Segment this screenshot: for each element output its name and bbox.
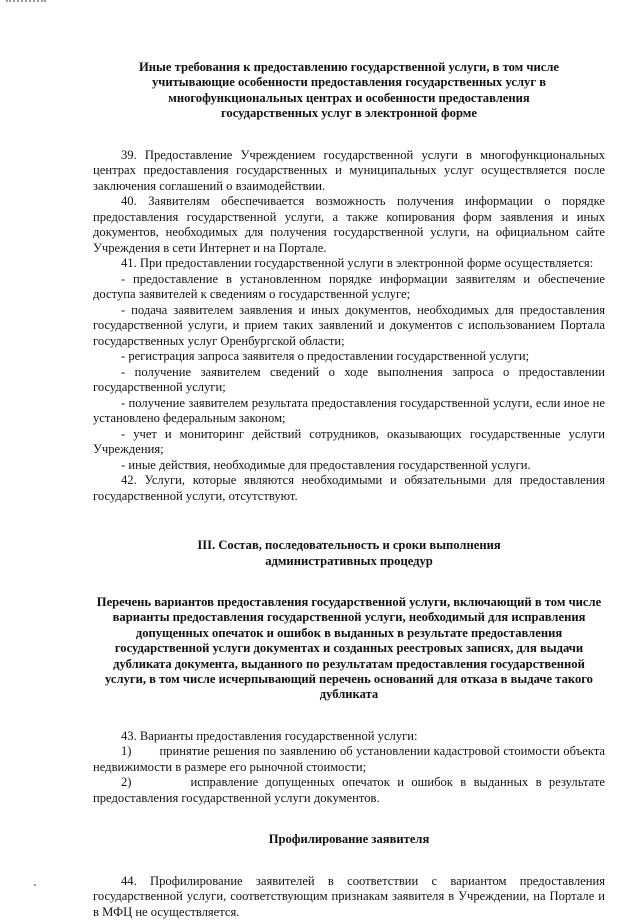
scan-artifact-dot bbox=[34, 884, 36, 886]
paragraph-group-2 bbox=[93, 729, 605, 807]
list-item-status: - получение заявителем сведений о ходе выполнения запроса о предоставлении государственной услуги; bbox=[93, 364, 605, 395]
paragraph-44: 44. Профилирование заявителей в соответствии с вариантом предоставления государственной услуги, соответствующим признакам заявителя в Учреждении, на Портале и в МФЦ не осуществляется. bbox=[93, 873, 605, 919]
paragraph-42: 42. Услуги, которые являются необходимыми и обязательными для предоставления государственной услуги, отсутствуют. bbox=[93, 473, 605, 503]
list-item-monitoring: - учет и мониторинг действий сотрудников, оказывающих государственные услуги Учреждения; bbox=[93, 426, 605, 457]
list-item-other: - иные действия, необходимые для предоставления государственной услуги. bbox=[121, 457, 531, 472]
paragraph-40: 40. Заявителям обеспечивается возможность получения информации о порядке предоставления государственной услуги, а также копирования форм заявления и иных документов, необходимых для получения государственной услуги, на официальном сайте Учреждения в сети Интернет и на Портале. bbox=[93, 194, 605, 255]
section-heading-iii: III. Состав, последовательность и сроки выполнения административных процедур bbox=[197, 538, 501, 568]
list-item-result: - получение заявителем результата предоставления государственной услуги, если иное не установлено федеральным законом; bbox=[93, 395, 605, 426]
paragraph-41: 41. При предоставлении государственной услуги в электронной форме осуществляется: bbox=[121, 256, 594, 271]
section-heading-variants: Перечень вариантов предоставления государственной услуги, включающий в том числе варианты предоставления государственной услуги, необходимый для исправления допущенных опечаток и ошибок в выданных в результате предоставления государственной услуги документах и созданных реестровых записях, для выдачи дубликата документа, выданного по результатам предоставления государственной услуги, в том числе исчерпывающий перечень оснований для отказа в выдаче такого дубликата bbox=[96, 594, 602, 702]
paragraph-39: 39. Предоставление Учреждением государственной услуги в многофункциональных центрах предоставления государственных и муниципальных услуг осуществляется после заключения соглашений о взаимодействии. bbox=[93, 147, 605, 193]
section-heading-profiling: Профилирование заявителя bbox=[268, 832, 430, 847]
list-item-submission: - подача заявителем заявления и иных документов, необходимых для предоставления государственной услуги, и прием таких заявлений и документов с использованием Портала государственных услуг Оренбургской области; bbox=[93, 302, 605, 348]
list-item-registration: - регистрация запроса заявителя о предоставлении государственной услуги; bbox=[121, 349, 530, 364]
paragraph-43: 43. Варианты предоставления государственной услуги: bbox=[121, 728, 418, 743]
section-heading-other-requirements: Иные требования к предоставлению государственной услуги, в том числе учитывающие особенности предоставления государственных услуг в многофункциональных центрах и особенности предоставления государственных услуг в электронной форме bbox=[139, 60, 559, 121]
paragraph-group-3 bbox=[93, 874, 605, 920]
document-page bbox=[93, 60, 605, 920]
list-item-info: - предоставление в установленном порядке информации заявителям и обеспечение доступа заявителей к сведениям о государственной услуге; bbox=[93, 271, 605, 302]
paragraph-group-1 bbox=[93, 148, 605, 505]
scan-artifact-top bbox=[6, 0, 46, 7]
variant-item-2: 2) исправление допущенных опечаток и ошибок в выданных в результате предоставления государственной услуги документов. bbox=[93, 775, 605, 805]
variant-item-1: 1) принятие решения по заявлению об установлении кадастровой стоимости объекта недвижимости в размере его рыночной стоимости; bbox=[93, 744, 605, 774]
